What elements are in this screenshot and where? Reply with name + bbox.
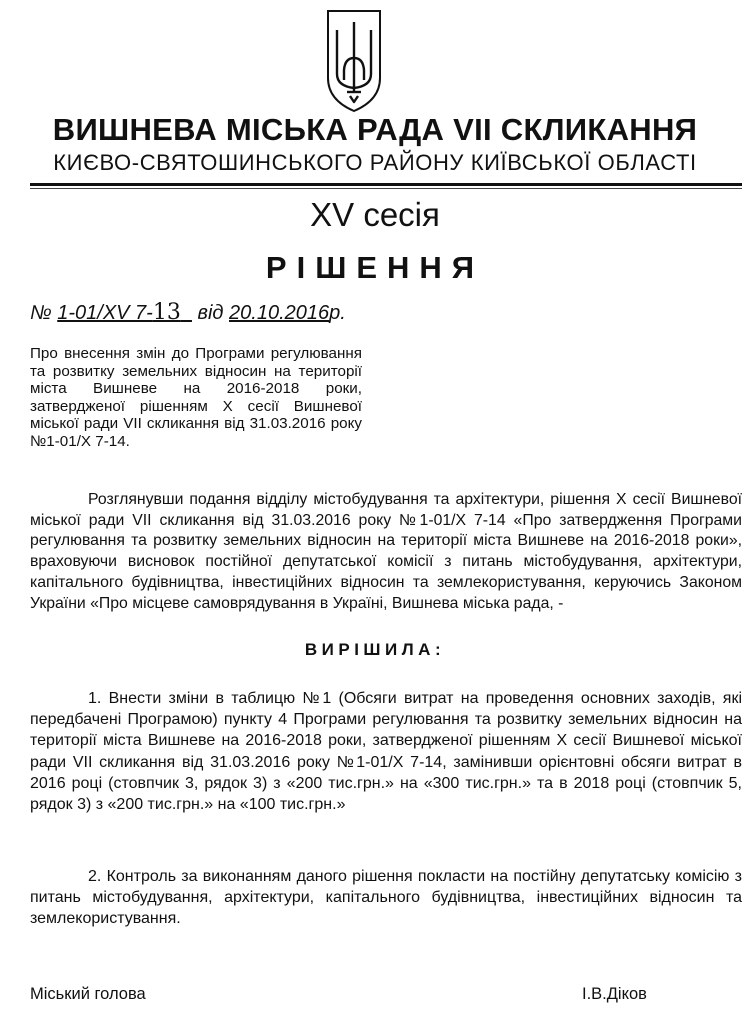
- header-divider-thick: [30, 183, 742, 186]
- subject-line: та розвитку земельних відносин на території: [30, 362, 362, 380]
- date-suffix: р.: [329, 302, 346, 324]
- subject-line: затвердженої рішенням X сесії Вишневої: [30, 397, 362, 415]
- subject-line: №1-01/X 7-14.: [30, 432, 130, 450]
- decision-number: [57, 302, 192, 324]
- council-title: ВИШНЕВА МІСЬКА РАДА VII СКЛИКАННЯ: [52, 112, 698, 147]
- signature-title: Міський голова: [30, 985, 146, 1003]
- decision-subject: [30, 345, 362, 451]
- preamble-paragraph: Розглянувши подання відділу містобудування та архітектури, рішення X сесії Вишневої міської ради VII скликання від 31.03.2016 року №1-01/X 7-14 «Про затвердження Програми регулювання та розвитку земельних відносин на території міста Вишневе на 2016-2018 роки», враховуючи висновок постійної депутатської комісії з питань містобудування, архітектури, капітального будівництва, інвестиційних відносин та землекористування, керуючись Законом України «Про місцеве самоврядування в Україні, Вишнева міська рада, -: [30, 491, 742, 612]
- subject-line: міста Вишневе на 2016-2018 роки,: [30, 380, 362, 398]
- district-title: КИЄВО-СВЯТОШИНСЬКОГО РАЙОНУ КИЇВСЬКОЇ ОБЛАСТІ: [53, 150, 697, 175]
- header-divider-thin: [30, 188, 742, 189]
- subject-line: Про внесення змін до Програми регулювання: [30, 345, 362, 362]
- signature-name: І.В.Діков: [582, 985, 647, 1003]
- decision-number-handwritten: 13: [152, 300, 181, 325]
- date-prefix: від: [197, 302, 224, 324]
- trident-coat-of-arms-icon: [325, 8, 383, 114]
- decision-date: 20.10.2016: [229, 302, 330, 324]
- decision-title: РІШЕННЯ: [265, 250, 485, 285]
- decision-number-value: 1-01/XV 7-: [57, 302, 153, 324]
- resolved-heading: ВИРІШИЛА:: [304, 640, 446, 659]
- decision-point-1: 1. Внести зміни в таблицю №1 (Обсяги витрат на проведення основних заходів, які передбачені Програмою) пункту 4 Програми регулювання та розвитку земельних відносин на території міста Вишневе на 2016-2018 роки, затвердженої рішенням X сесії Вишневої міської ради VII скликання від 31.03.2016 року №1-01/X 7-14, замінивши орієнтовні обсяги витрат в 2016 році (стовпчик 3, рядок 3) з «200 тис.грн.» на «300 тис.грн.» та в 2018 році (стовпчик 5, рядок 3) з «200 тис.грн.» на «100 тис.грн.»: [30, 690, 742, 814]
- session-label: XV сесія: [310, 196, 440, 233]
- decision-point-2: 2. Контроль за виконанням даного рішення покласти на постійну депутатську комісію з питань містобудування, архітектури, капітального будівництва, інвестиційних відносин та землекористування.: [30, 868, 742, 928]
- decision-number-line: [30, 300, 346, 325]
- subject-line: міської ради VII скликання від 31.03.2016 року: [30, 415, 362, 433]
- number-prefix: №: [30, 302, 52, 324]
